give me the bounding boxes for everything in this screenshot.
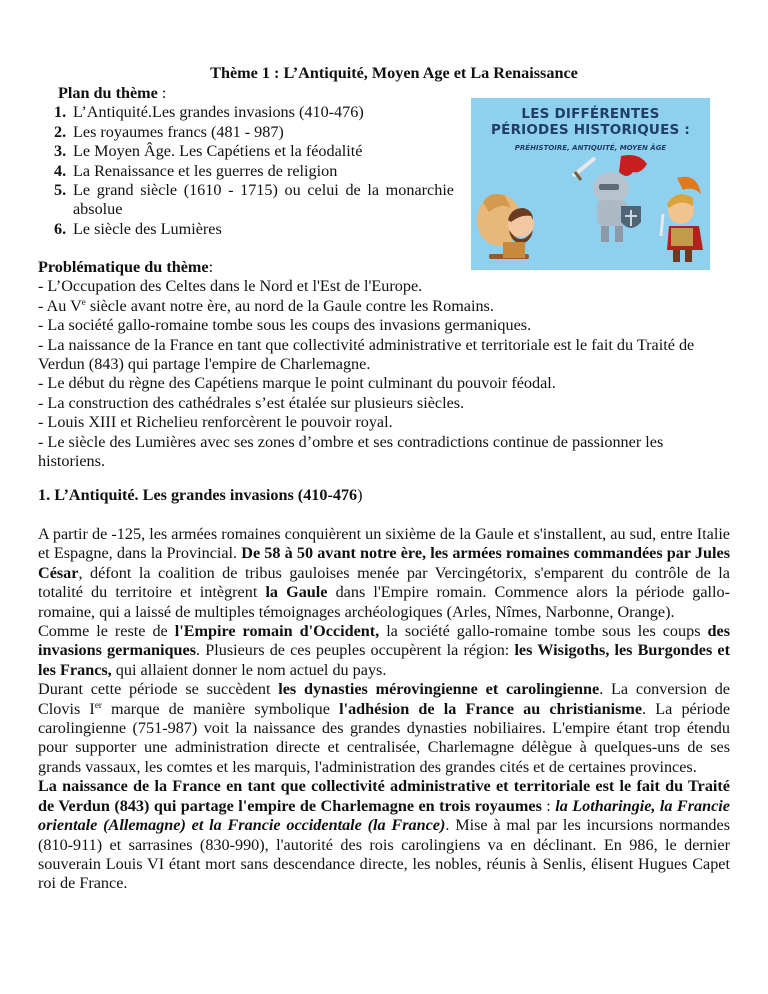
historical-periods-illustration [471,98,710,270]
plan-item: 5. Le grand siècle (1610 - 1715) ou celui de la monarchie absolue [54,181,454,219]
problematique-item: - L’Occupation des Celtes dans le Nord et l'Est de l'Europe. [38,277,423,296]
paragraph-verdun-treaty: La naissance de la France en tant que collectivité administrative et territoriale est le fait du Traité de Verdun (843) qui partage l'empire de Charlemagne en trois royaumes : la Lotharingie, la Francie orientale (Allemagne) et la Francie occidentale (la France). Mise à mal par les incursions normandes (810-911) et sarrasines (830-990), l'autorité des rois carolingiens va en déclinant. En 986, le dernier souverain Louis VI étant mort sans descendance directe, les nobles, réunis à Senlis, élisent Hugues Capet roi de France. [38,777,730,893]
problematique-item: - Le début du règne des Capétiens marque le point culminant du pouvoir féodal. [38,374,556,393]
paragraph-dynasties: Durant cette période se succèdent les dynasties mérovingienne et carolingienne. La conversion de Clovis Ier marque de manière symbolique l'adhésion de la France au christianisme. La période carolingienne (751-987) voit la naissance des grandes dynasties nobiliaires. L'empire étant trop étendu pour supporter une administration directe et centralisée, Charlemagne délègue à quelques-uns de ses grands vassaux, les comtes et les marquis, l'administration des grandes cités et de certaines provinces. [38,680,731,776]
plan-item: 2. Les royaumes francs (481 - 987) [54,122,284,141]
plan-list [54,103,454,239]
section-body [38,525,730,894]
paragraph-germanic-invasions: Comme le reste de l'Empire romain d'Occident, la société gallo-romaine tombe sous les coups des invasions germaniques. Plusieurs de ces peuples occupèrent la région: les Wisigoths, les Burgondes et les Francs, qui allaient donner le nom actuel du pays. [38,622,730,679]
section-heading: 1. L’Antiquité. Les grandes invasions (410-476) [38,486,363,504]
problematique-item: - La naissance de la France en tant que collectivité administrative et territoriale est le fait du Traité de Verdun (843) qui partage l'empire de Charlemagne. [38,335,695,374]
problematique-item: - La société gallo-romaine tombe sous les coups des invasions germaniques. [38,316,532,335]
knight-icon [573,155,647,242]
plan-heading: Plan du thème : [58,84,167,102]
illustration-title: LES DIFFÉRENTES PÉRIODES HISTORIQUES : [491,106,690,138]
caveman-icon [477,194,534,259]
problematique-heading: Problématique du thème: [38,258,214,276]
problematique-section [38,258,730,471]
plan-item: 1. L’Antiquité.Les grandes invasions (410-476) [54,103,364,122]
plan-item: 4. La Renaissance et les guerres de religion [54,161,338,180]
plan-item: 3. Le Moyen Âge. Les Capétiens et la féodalité [54,142,363,161]
cartoon-characters-icon [471,150,710,270]
paragraph-roman-conquest: A partir de -125, les armées romaines conquièrent un sixième de la Gaule et s'installent, au sud, entre Italie et Espagne, dans la Provincial. De 58 à 50 avant notre ère, les armées romaines commandées par Jules César, défont la coalition de tribus gauloises menée par Vercingétorix, s'emparent du contrôle de la totalité du territoire et intègrent la Gaule dans l'Empire romain. Commence alors la période gallo-romaine, qui a laissé de multiples témoignages archéologiques (Arles, Nîmes, Narbonne, Orange). [38,525,731,621]
illustration-subtitle: PRÉHISTOIRE, ANTIQUITÉ, MOYEN ÂGE [514,144,667,152]
plan-item: 6. Le siècle des Lumières [54,219,222,238]
roman-soldier-icon [661,177,703,262]
problematique-item: - Au Ve siècle avant notre ère, au nord de la Gaule contre les Romains. [38,296,494,315]
page-title: Thème 1 : L’Antiquité, Moyen Age et La Renaissance [210,64,578,82]
theme-plan [54,84,454,239]
problematique-item: - Le siècle des Lumières avec ses zones d’ombre et ses contradictions continue de passionner les historiens. [38,432,664,471]
problematique-item: - La construction des cathédrales s’est étalée sur plusieurs siècles. [38,393,465,412]
problematique-item: - Louis XIII et Richelieu renforcèrent le pouvoir royal. [38,413,393,432]
